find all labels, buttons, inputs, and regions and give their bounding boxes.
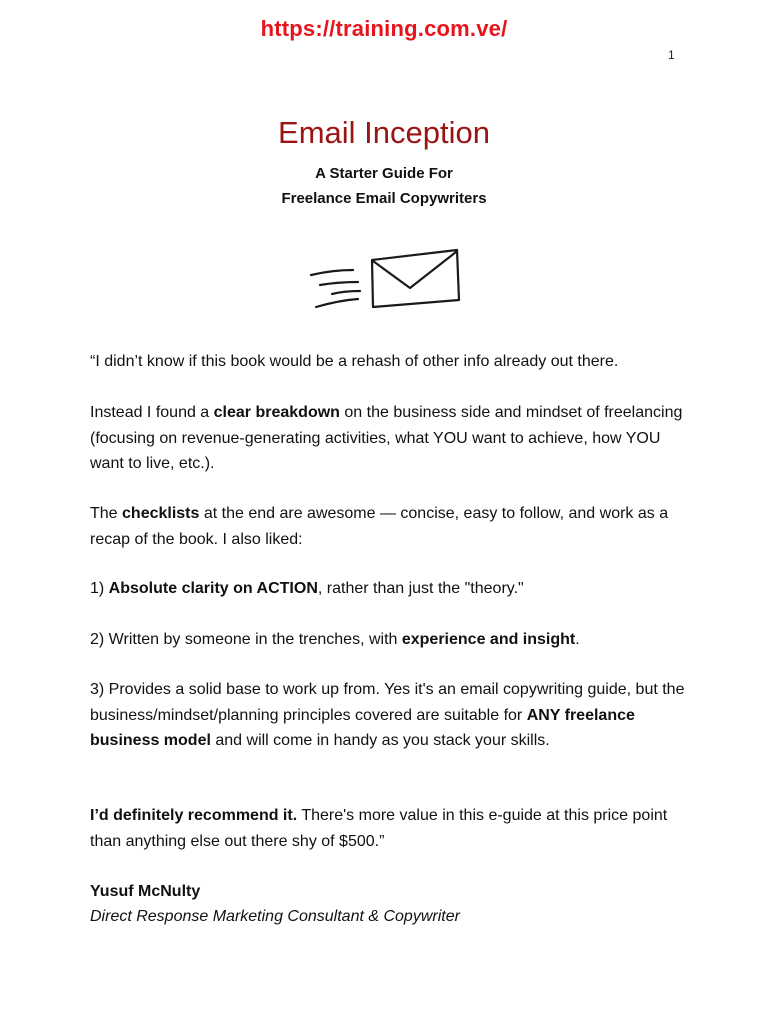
author-title: Direct Response Marketing Consultant & Copywriter <box>90 908 460 925</box>
testimonial-p6-text-c: and will come in handy as you stack your skills. <box>210 732 550 749</box>
testimonial-p4-text-a: 1) <box>90 580 109 597</box>
testimonial-p1-text: “I didn’t know if this book would be a rehash of other info already out there. <box>90 353 619 370</box>
testimonial-paragraph-3 <box>90 501 690 552</box>
testimonial-p5-bold: experience and insight <box>401 631 576 648</box>
testimonial-p6-bold: ANY freelance business model <box>90 706 635 749</box>
testimonial-p5-text-c: . <box>575 631 580 648</box>
testimonial-p2-bold: clear breakdown <box>213 404 340 421</box>
subtitle-line-2: Freelance Email Copywriters <box>281 190 487 207</box>
testimonial-p4-bold: Absolute clarity on ACTION <box>108 580 318 597</box>
testimonial-p2-text-a: Instead I found a <box>90 404 214 421</box>
testimonial-paragraph-2 <box>90 400 690 477</box>
testimonial-p5-text-a: 2) Written by someone in the trenches, with <box>90 631 402 648</box>
testimonial-conclusion <box>90 803 690 854</box>
testimonial-p6-text-a: 3) Provides a solid base to work up from. Yes it's an email copywriting guide, but the business/mindset/planning principles covered are suitable for <box>90 681 685 724</box>
testimonial-point-3 <box>90 677 690 754</box>
testimonial-p7-bold: I’d definitely recommend it. <box>90 807 298 824</box>
subtitle-line-1: A Starter Guide For <box>315 165 453 182</box>
testimonial-paragraph-1 <box>90 349 690 375</box>
author-name: Yusuf McNulty <box>90 883 201 900</box>
testimonial-p3-bold: checklists <box>122 505 200 522</box>
testimonial-point-1 <box>90 576 690 602</box>
testimonial-p7-text-b: There's more value in this e-guide at this price point than anything else out there shy of $500.” <box>90 807 668 850</box>
envelope-sketch-icon <box>306 244 466 316</box>
testimonial-p3-text-c: at the end are awesome — concise, easy to follow, and work as a recap of the book. I also liked: <box>90 505 669 548</box>
testimonial-p4-text-c: , rather than just the "theory." <box>317 580 524 597</box>
testimonial-p3-text-a: The <box>90 505 123 522</box>
book-title: Email Inception <box>278 115 490 150</box>
page-number: 1 <box>668 48 675 62</box>
testimonial-p2-text-c: on the business side and mindset of freelancing (focusing on revenue-generating activities, what YOU want to achieve, how YOU want to live, etc.). <box>90 404 683 472</box>
site-url-link[interactable]: https://training.com.ve/ <box>260 16 508 41</box>
testimonial-point-2 <box>90 627 690 653</box>
